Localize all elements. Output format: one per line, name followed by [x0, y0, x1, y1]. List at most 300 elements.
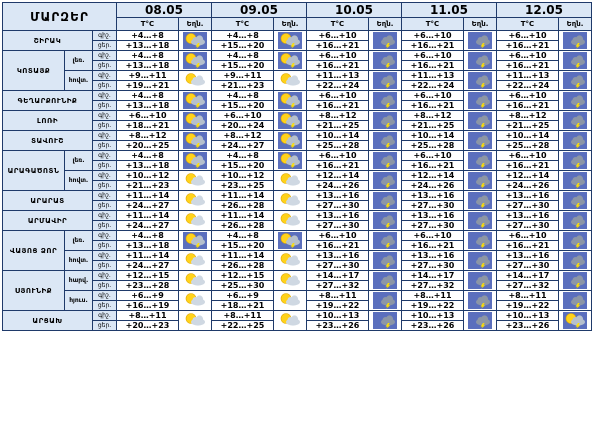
zone-label: հովտ. — [65, 251, 93, 271]
weather-cell — [559, 91, 592, 111]
day-temp: +24…+26 — [497, 181, 559, 191]
region-name: ԱՐՑԱԽ — [3, 311, 93, 331]
day-temp: +18…+21 — [212, 301, 274, 311]
time-label: գիշ. — [93, 271, 117, 281]
zone-label: հարվ. — [65, 271, 93, 291]
night-temp: +10…+13 — [497, 311, 559, 321]
sun-cloud-icon — [183, 192, 207, 209]
day-temp: +23…+26 — [497, 321, 559, 331]
time-label: գիշ. — [93, 251, 117, 261]
weather-cell — [559, 191, 592, 211]
night-temp: +10…+13 — [402, 311, 464, 321]
thunder-sun-icon — [183, 152, 207, 169]
sun-cloud-icon — [183, 72, 207, 89]
night-temp: +11…+13 — [497, 71, 559, 81]
weather-cell — [559, 71, 592, 91]
thunder-cloud-icon — [468, 152, 492, 169]
weather-cell — [559, 271, 592, 291]
thunder-cloud-icon — [563, 92, 587, 109]
time-label: գիշ. — [93, 151, 117, 161]
day-temp: +13…+18 — [117, 241, 179, 251]
day-temp: +13…+18 — [117, 61, 179, 71]
time-label: ցեր. — [93, 281, 117, 291]
thunder-cloud-icon — [563, 112, 587, 129]
night-temp: +11…+14 — [212, 191, 274, 201]
zone-label: հովտ. — [65, 171, 93, 191]
day-temp: +22…+24 — [497, 81, 559, 91]
table-row — [3, 231, 592, 241]
weather-cell — [464, 311, 497, 331]
day-temp: +16…+21 — [402, 61, 464, 71]
day-temp: +16…+21 — [497, 161, 559, 171]
night-temp: +8…+11 — [402, 291, 464, 301]
weather-cell — [369, 51, 402, 71]
thunder-cloud-icon — [468, 212, 492, 229]
night-temp: +11…+14 — [117, 251, 179, 261]
weather-cell — [274, 151, 307, 171]
weather-cell — [464, 111, 497, 131]
temp-unit-header: T°C — [307, 18, 369, 31]
night-temp: +11…+13 — [307, 71, 369, 81]
thunder-sun-icon — [278, 52, 302, 69]
day-temp: +26…+28 — [212, 201, 274, 211]
night-temp: +6…+10 — [497, 151, 559, 161]
day-temp: +13…+18 — [117, 161, 179, 171]
time-label: գիշ. — [93, 211, 117, 221]
date-header: 10.05 — [307, 3, 402, 18]
weather-cell — [559, 51, 592, 71]
day-temp: +20…+23 — [117, 321, 179, 331]
night-temp: +4…+8 — [212, 151, 274, 161]
thunder-sun-icon — [183, 32, 207, 49]
thunder-cloud-icon — [373, 212, 397, 229]
table-row — [3, 171, 592, 181]
day-temp: +27…+30 — [497, 261, 559, 271]
date-header: 08.05 — [117, 3, 212, 18]
night-temp: +13…+16 — [497, 211, 559, 221]
time-label: ցեր. — [93, 201, 117, 211]
day-temp: +16…+21 — [402, 241, 464, 251]
weather-cell — [179, 91, 212, 111]
weather-cell — [559, 111, 592, 131]
day-temp: +26…+28 — [212, 261, 274, 271]
day-temp: +25…+30 — [212, 281, 274, 291]
regions-title: ՄԱՐԶԵՐ — [3, 3, 117, 31]
thunder-cloud-icon — [468, 312, 492, 329]
region-name: ԳԵՂԱՐՔՈՒՆԻՔ — [3, 91, 93, 111]
weather-cell — [179, 251, 212, 271]
weather-cell — [179, 271, 212, 291]
day-temp: +27…+30 — [307, 201, 369, 211]
day-temp: +21…+23 — [212, 81, 274, 91]
day-temp: +16…+21 — [402, 41, 464, 51]
thunder-sun-icon — [278, 92, 302, 109]
thunder-cloud-icon — [373, 32, 397, 49]
night-temp: +8…+12 — [497, 111, 559, 121]
thunder-cloud-icon — [373, 292, 397, 309]
night-temp: +6…+10 — [307, 151, 369, 161]
sun-cloud-icon — [183, 312, 207, 329]
date-header-row — [3, 3, 592, 18]
time-label: գիշ. — [93, 31, 117, 41]
night-temp: +4…+8 — [117, 151, 179, 161]
time-label: գիշ. — [93, 71, 117, 81]
night-temp: +11…+14 — [212, 211, 274, 221]
thunder-sun-icon — [183, 52, 207, 69]
night-temp: +4…+8 — [117, 31, 179, 41]
thunder-cloud-icon — [373, 232, 397, 249]
thunder-cloud-icon — [563, 232, 587, 249]
weather-cell — [559, 251, 592, 271]
night-temp: +12…+15 — [212, 271, 274, 281]
weather-cell — [274, 311, 307, 331]
time-label: գիշ. — [93, 131, 117, 141]
time-label: ցեր. — [93, 301, 117, 311]
day-temp: +19…+21 — [117, 81, 179, 91]
thunder-sun-icon — [183, 132, 207, 149]
day-temp: +22…+24 — [307, 81, 369, 91]
night-temp: +4…+8 — [212, 91, 274, 101]
table-row — [3, 271, 592, 281]
day-temp: +13…+18 — [117, 41, 179, 51]
night-temp: +13…+16 — [497, 251, 559, 261]
day-temp: +16…+21 — [402, 161, 464, 171]
weather-cell — [464, 231, 497, 251]
day-temp: +20…+24 — [212, 121, 274, 131]
day-temp: +15…+20 — [212, 101, 274, 111]
forecast-table — [2, 2, 592, 331]
thunder-cloud-icon — [468, 172, 492, 189]
time-label: գիշ. — [93, 231, 117, 241]
sun-cloud-icon — [278, 192, 302, 209]
weather-cell — [274, 171, 307, 191]
night-temp: +6…+10 — [212, 111, 274, 121]
time-label: ցեր. — [93, 261, 117, 271]
thunder-cloud-icon — [373, 92, 397, 109]
table-row — [3, 151, 592, 161]
weather-cell — [274, 251, 307, 271]
night-temp: +6…+9 — [212, 291, 274, 301]
thunder-cloud-icon — [373, 172, 397, 189]
weather-cell — [559, 231, 592, 251]
day-temp: +27…+30 — [402, 261, 464, 271]
sun-cloud-icon — [278, 312, 302, 329]
day-temp: +27…+32 — [497, 281, 559, 291]
time-label: գիշ. — [93, 191, 117, 201]
weather-cell — [179, 291, 212, 311]
day-temp: +21…+25 — [307, 121, 369, 131]
night-temp: +6…+10 — [497, 51, 559, 61]
day-temp: +25…+28 — [497, 141, 559, 151]
thunder-sun-icon — [183, 92, 207, 109]
zone-label: լեռ. — [65, 151, 93, 171]
night-temp: +6…+9 — [117, 291, 179, 301]
thunder-cloud-icon — [563, 52, 587, 69]
thunder-cloud-icon — [373, 192, 397, 209]
night-temp: +9…+11 — [212, 71, 274, 81]
forecast-header: Եղն. — [464, 18, 497, 31]
weather-cell — [369, 291, 402, 311]
weather-cell — [274, 191, 307, 211]
sun-cloud-icon — [183, 292, 207, 309]
day-temp: +16…+21 — [497, 241, 559, 251]
weather-cell — [369, 191, 402, 211]
day-temp: +27…+30 — [497, 201, 559, 211]
temp-unit-header: T°C — [117, 18, 179, 31]
day-temp: +18…+21 — [117, 121, 179, 131]
thunder-cloud-icon — [468, 72, 492, 89]
day-temp: +15…+20 — [212, 61, 274, 71]
night-temp: +12…+15 — [117, 271, 179, 281]
night-temp: +14…+17 — [497, 271, 559, 281]
thunder-cloud-icon — [563, 152, 587, 169]
thunder-cloud-icon — [468, 52, 492, 69]
zone-label: հովտ. — [65, 71, 93, 91]
region-name: ՍՅՈՒՆԻՔ — [3, 271, 65, 311]
day-temp: +27…+30 — [402, 201, 464, 211]
table-row — [3, 131, 592, 141]
thunder-sun-icon — [278, 152, 302, 169]
time-label: ցեր. — [93, 241, 117, 251]
thunder-cloud-icon — [563, 72, 587, 89]
thunder-cloud-icon — [563, 272, 587, 289]
time-label: ցեր. — [93, 141, 117, 151]
sun-cloud-icon — [278, 172, 302, 189]
night-temp: +6…+10 — [402, 151, 464, 161]
region-name: ՇԻՐԱԿ — [3, 31, 93, 51]
weather-cell — [559, 171, 592, 191]
night-temp: +10…+14 — [497, 131, 559, 141]
night-temp: +13…+16 — [402, 211, 464, 221]
day-temp: +16…+21 — [497, 101, 559, 111]
day-temp: +21…+25 — [497, 121, 559, 131]
thunder-cloud-icon — [373, 132, 397, 149]
weather-cell — [274, 51, 307, 71]
thunder-cloud-icon — [468, 192, 492, 209]
thunder-cloud-icon — [563, 292, 587, 309]
weather-cell — [464, 211, 497, 231]
night-temp: +10…+14 — [402, 131, 464, 141]
weather-cell — [179, 71, 212, 91]
night-temp: +8…+12 — [402, 111, 464, 121]
day-temp: +15…+20 — [212, 41, 274, 51]
time-label: ցեր. — [93, 101, 117, 111]
weather-cell — [274, 31, 307, 51]
thunder-cloud-icon — [468, 112, 492, 129]
night-temp: +10…+13 — [307, 311, 369, 321]
weather-cell — [369, 311, 402, 331]
time-label: գիշ. — [93, 51, 117, 61]
day-temp: +16…+21 — [307, 101, 369, 111]
zone-label: լեռ. — [65, 231, 93, 251]
thunder-cloud-icon — [468, 32, 492, 49]
weather-cell — [369, 91, 402, 111]
sun-cloud-icon — [183, 272, 207, 289]
day-temp: +15…+20 — [212, 241, 274, 251]
weather-cell — [464, 131, 497, 151]
thunder-sun-icon — [183, 112, 207, 129]
day-temp: +27…+30 — [402, 221, 464, 231]
thunder-cloud-icon — [468, 252, 492, 269]
region-name: ԱՐՄԱՎԻՐ — [3, 211, 93, 231]
day-temp: +23…+26 — [307, 321, 369, 331]
day-temp: +25…+28 — [402, 141, 464, 151]
weather-cell — [464, 71, 497, 91]
region-name: ԱՐԱՐԱՏ — [3, 191, 93, 211]
thunder-cloud-icon — [563, 252, 587, 269]
weather-cell — [179, 171, 212, 191]
day-temp: +22…+25 — [212, 321, 274, 331]
day-temp: +16…+21 — [307, 61, 369, 71]
weather-cell — [179, 111, 212, 131]
weather-cell — [369, 211, 402, 231]
night-temp: +6…+10 — [497, 31, 559, 41]
thunder-cloud-icon — [373, 72, 397, 89]
sun-cloud-icon — [278, 252, 302, 269]
weather-cell — [559, 131, 592, 151]
thunder-sun-icon — [278, 112, 302, 129]
thunder-cloud-icon — [563, 192, 587, 209]
day-temp: +23…+28 — [117, 281, 179, 291]
weather-cell — [179, 131, 212, 151]
weather-cell — [369, 131, 402, 151]
weather-cell — [179, 211, 212, 231]
day-temp: +13…+18 — [117, 101, 179, 111]
night-temp: +6…+10 — [307, 91, 369, 101]
night-temp: +11…+13 — [402, 71, 464, 81]
date-header: 12.05 — [497, 3, 592, 18]
region-name: ԿՈՏԱՅՔ — [3, 51, 65, 91]
thunder-cloud-icon — [563, 32, 587, 49]
forecast-header: Եղն. — [179, 18, 212, 31]
weather-cell — [179, 51, 212, 71]
night-temp: +4…+8 — [117, 51, 179, 61]
zone-label: հյուս. — [65, 291, 93, 311]
sun-cloud-icon — [183, 172, 207, 189]
day-temp: +22…+24 — [402, 81, 464, 91]
day-temp: +24…+27 — [117, 261, 179, 271]
thunder-cloud-icon — [563, 212, 587, 229]
weather-cell — [559, 211, 592, 231]
night-temp: +11…+14 — [212, 251, 274, 261]
table-row — [3, 251, 592, 261]
night-temp: +4…+8 — [212, 231, 274, 241]
day-temp: +19…+22 — [402, 301, 464, 311]
day-temp: +19…+22 — [497, 301, 559, 311]
weather-cell — [464, 291, 497, 311]
day-temp: +23…+25 — [212, 181, 274, 191]
sun-cloud-icon — [183, 212, 207, 229]
thunder-cloud-icon — [373, 52, 397, 69]
time-label: ցեր. — [93, 321, 117, 331]
weather-cell — [464, 151, 497, 171]
night-temp: +14…+17 — [307, 271, 369, 281]
region-name: ԱՐԱԳԱԾՈՏՆ — [3, 151, 65, 191]
table-row — [3, 311, 592, 321]
thunder-sun-icon — [278, 32, 302, 49]
weather-cell — [179, 151, 212, 171]
night-temp: +10…+14 — [307, 131, 369, 141]
sun-cloud-icon — [278, 72, 302, 89]
day-temp: +27…+30 — [307, 221, 369, 231]
table-row — [3, 291, 592, 301]
forecast-header: Եղն. — [559, 18, 592, 31]
thunder-cloud-icon — [468, 132, 492, 149]
weather-cell — [464, 271, 497, 291]
night-temp: +13…+16 — [307, 211, 369, 221]
night-temp: +11…+14 — [117, 191, 179, 201]
table-row — [3, 91, 592, 101]
night-temp: +8…+11 — [497, 291, 559, 301]
day-temp: +27…+30 — [497, 221, 559, 231]
weather-cell — [464, 91, 497, 111]
day-temp: +25…+28 — [307, 141, 369, 151]
weather-cell — [274, 231, 307, 251]
night-temp: +10…+12 — [117, 171, 179, 181]
night-temp: +13…+16 — [402, 191, 464, 201]
weather-cell — [179, 31, 212, 51]
thunder-cloud-icon — [373, 312, 397, 329]
weather-cell — [369, 171, 402, 191]
weather-cell — [274, 131, 307, 151]
night-temp: +12…+14 — [307, 171, 369, 181]
night-temp: +9…+11 — [117, 71, 179, 81]
night-temp: +6…+10 — [402, 231, 464, 241]
time-label: գիշ. — [93, 311, 117, 321]
forecast-body — [3, 31, 592, 331]
date-header: 11.05 — [402, 3, 497, 18]
night-temp: +4…+8 — [117, 231, 179, 241]
table-row — [3, 211, 592, 221]
weather-cell — [464, 171, 497, 191]
weather-cell — [274, 271, 307, 291]
night-temp: +11…+14 — [117, 211, 179, 221]
day-temp: +27…+30 — [307, 261, 369, 271]
day-temp: +16…+19 — [117, 301, 179, 311]
weather-cell — [369, 31, 402, 51]
day-temp: +16…+21 — [307, 41, 369, 51]
table-row — [3, 51, 592, 61]
weather-cell — [274, 111, 307, 131]
weather-cell — [559, 291, 592, 311]
night-temp: +6…+10 — [497, 231, 559, 241]
night-temp: +4…+8 — [212, 51, 274, 61]
night-temp: +8…+11 — [117, 311, 179, 321]
table-row — [3, 191, 592, 201]
weather-cell — [274, 71, 307, 91]
date-header: 09.05 — [212, 3, 307, 18]
night-temp: +13…+16 — [307, 191, 369, 201]
weather-cell — [274, 291, 307, 311]
forecast-header: Եղն. — [369, 18, 402, 31]
forecast-header: Եղն. — [274, 18, 307, 31]
night-temp: +6…+10 — [402, 31, 464, 41]
weather-cell — [369, 271, 402, 291]
weather-cell — [179, 231, 212, 251]
thunder-cloud-icon — [373, 252, 397, 269]
night-temp: +6…+10 — [402, 91, 464, 101]
temp-unit-header: T°C — [497, 18, 559, 31]
thunder-cloud-icon — [563, 132, 587, 149]
weather-cell — [464, 251, 497, 271]
day-temp: +16…+21 — [497, 41, 559, 51]
night-temp: +6…+10 — [402, 51, 464, 61]
night-temp: +4…+8 — [212, 31, 274, 41]
sun-cloud-icon — [278, 292, 302, 309]
day-temp: +19…+22 — [307, 301, 369, 311]
weather-cell — [464, 51, 497, 71]
night-temp: +6…+10 — [307, 231, 369, 241]
